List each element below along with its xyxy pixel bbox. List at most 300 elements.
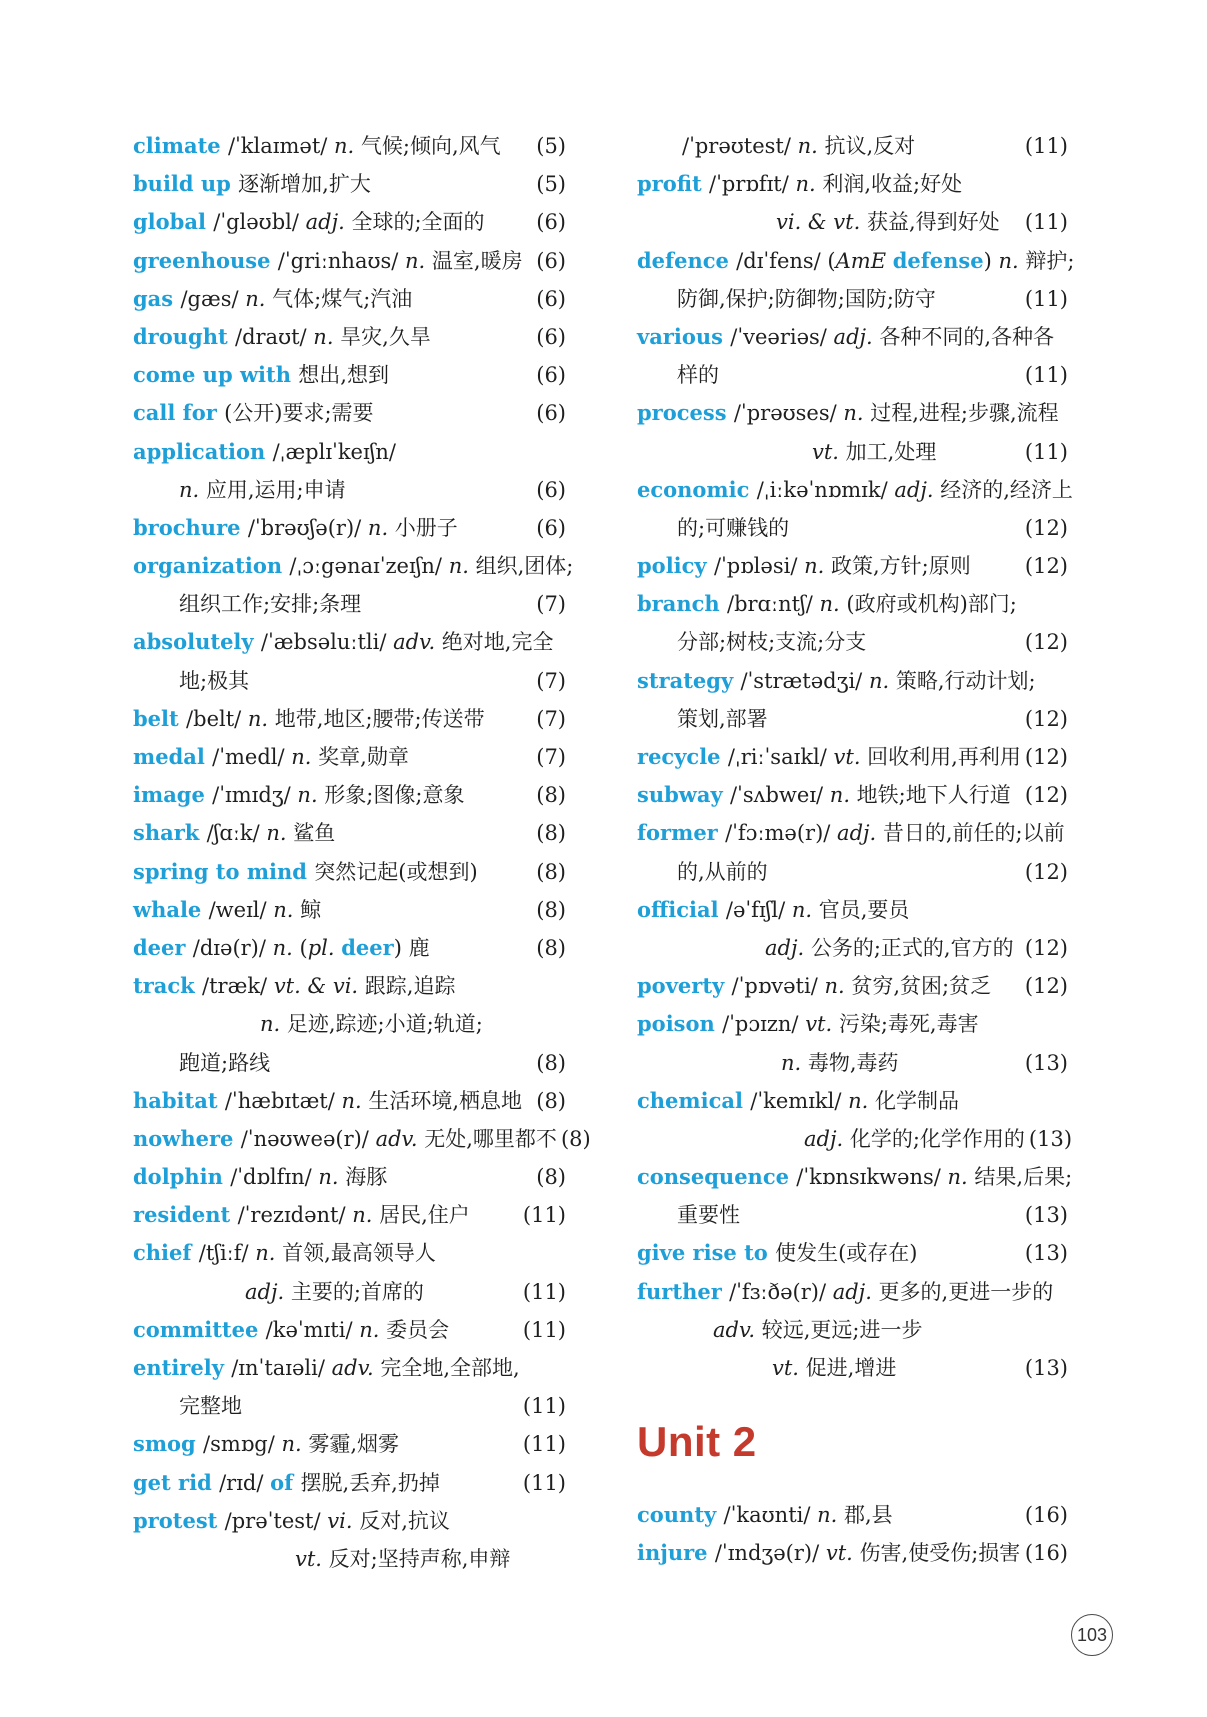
entry-plain-text: 各种不同的,各种各 xyxy=(872,324,1055,349)
entry-text xyxy=(133,814,335,852)
headword: give rise to xyxy=(637,1240,776,1266)
entry-text xyxy=(179,1044,270,1082)
vocab-line xyxy=(133,1196,566,1234)
pos-label: vt. xyxy=(772,1356,799,1380)
entry-plain-text: /draʊt/ xyxy=(235,324,314,349)
page-ref: (7) xyxy=(536,592,566,617)
entry-text xyxy=(260,1005,483,1043)
entry-text xyxy=(637,1496,893,1534)
pos-label: n. xyxy=(367,515,389,540)
entry-plain-text: /ˈpɒləsi/ xyxy=(713,554,805,579)
entry-text xyxy=(637,471,1073,509)
entry-text xyxy=(133,203,485,241)
pos-label: n. xyxy=(868,668,890,693)
vocab-line xyxy=(133,1005,566,1043)
entry-plain-text: 反对;坚持声称,申辩 xyxy=(321,1546,511,1571)
entry-text xyxy=(133,738,409,776)
vocab-line xyxy=(133,509,566,547)
entry-plain-text: 旱灾,久旱 xyxy=(333,324,431,349)
vocab-line xyxy=(133,1540,566,1578)
vocab-line xyxy=(133,1502,566,1540)
vocab-line xyxy=(637,662,1068,700)
entry-plain-text: 气候;倾向,风气 xyxy=(354,134,501,158)
entry-plain-text: /ˈfɔːmə(r)/ xyxy=(725,821,838,846)
vocab-line xyxy=(637,776,1068,814)
vocab-line xyxy=(133,1082,566,1120)
entry-plain-text: /weɪl/ xyxy=(208,897,274,922)
entry-plain-text: 鲸 xyxy=(293,897,322,922)
entry-plain-text: 重要性 xyxy=(677,1203,740,1228)
headword: get rid xyxy=(133,1469,220,1495)
page-ref: (11) xyxy=(1024,363,1068,388)
headword: various xyxy=(637,323,731,349)
entry-text xyxy=(637,547,971,585)
headword: defense xyxy=(892,247,984,273)
entry-plain-text: 地带,地区;腰带;传送带 xyxy=(268,706,485,731)
page-ref: (16) xyxy=(1024,1503,1068,1528)
page-ref: (8) xyxy=(560,1126,591,1151)
vocab-line xyxy=(637,891,1068,929)
pos-label: adv. xyxy=(375,1126,418,1151)
entry-text xyxy=(637,1005,979,1043)
vocab-line xyxy=(637,471,1073,509)
page-ref: (6) xyxy=(536,477,566,502)
entry-text xyxy=(637,662,1036,700)
page-ref: (6) xyxy=(536,210,566,235)
pos-label: adj. xyxy=(833,324,873,349)
headword: nowhere xyxy=(133,1125,241,1151)
entry-plain-text: 跟踪,追踪 xyxy=(358,974,456,999)
headword: belt xyxy=(133,705,187,731)
entry-plain-text: 无处,哪里都不 xyxy=(417,1126,557,1151)
entry-plain-text: /ˈprəʊtest/ xyxy=(682,134,798,158)
vocab-line xyxy=(637,1082,1068,1120)
entry-plain-text: 小册子 xyxy=(388,515,458,540)
entry-plain-text: 足迹,踪迹;小道;轨道; xyxy=(280,1012,483,1037)
pos-label: adj. xyxy=(245,1279,285,1304)
vocab-line xyxy=(133,1425,566,1463)
headword: former xyxy=(637,820,726,846)
headword: smog xyxy=(133,1431,204,1457)
entry-plain-text: 突然记起(或想到) xyxy=(314,859,478,884)
headword: poverty xyxy=(637,973,732,999)
page-ref: (7) xyxy=(536,706,566,731)
vocab-line xyxy=(133,433,566,471)
entry-plain-text: /dɪə(r)/ xyxy=(192,935,273,960)
entry-text xyxy=(133,280,412,318)
headword: medal xyxy=(133,744,213,769)
headword: image xyxy=(133,782,213,808)
page-ref: (6) xyxy=(536,286,566,311)
vocab-line xyxy=(637,1496,1068,1534)
entry-plain-text: /ɪnˈtaɪəli/ xyxy=(231,1356,332,1380)
page-ref: (12) xyxy=(1024,859,1068,884)
vocab-line xyxy=(637,127,1068,165)
vocab-line xyxy=(637,738,1068,776)
vocab-line xyxy=(637,700,1068,738)
entry-plain-text: /dɪˈfens/ ( xyxy=(736,248,836,273)
pos-label: n. xyxy=(266,821,287,846)
headword: chief xyxy=(133,1240,199,1266)
entry-text xyxy=(133,700,485,738)
entry-plain-text: /ˈprəʊses/ xyxy=(733,401,844,426)
entry-plain-text: 化学制品 xyxy=(868,1088,960,1113)
vocab-line xyxy=(133,1158,566,1196)
vocab-line xyxy=(133,471,566,509)
headword: shark xyxy=(133,820,207,846)
pos-label: n. xyxy=(448,554,469,579)
entry-plain-text: /ˈɪndʒə(r)/ xyxy=(714,1541,826,1566)
pos-label: n. xyxy=(843,401,864,426)
vocab-line xyxy=(637,394,1068,432)
page-ref: (8) xyxy=(536,821,566,846)
entry-plain-text: 应用,运用;申请 xyxy=(199,477,346,502)
entry-text xyxy=(133,1234,436,1272)
page-ref: (11) xyxy=(1024,210,1068,235)
page-ref: (11) xyxy=(1024,439,1068,464)
headword: chemical xyxy=(637,1087,751,1113)
entry-plain-text: 政策,方针;原则 xyxy=(824,554,971,579)
page-ref: (16) xyxy=(1024,1541,1068,1566)
entry-plain-text: 海豚 xyxy=(338,1165,388,1190)
entry-plain-text: /ˈkaʊnti/ xyxy=(723,1503,818,1528)
page-ref: (5) xyxy=(536,134,566,158)
entry-text xyxy=(765,929,1014,967)
pos-label: n. xyxy=(179,477,200,502)
vocab-line xyxy=(637,242,1075,280)
vocab-line xyxy=(133,1387,566,1425)
entry-text xyxy=(133,1311,449,1349)
entry-text xyxy=(133,1158,387,1196)
vocab-line xyxy=(133,623,566,661)
entry-plain-text: 反对,抗议 xyxy=(352,1508,450,1533)
headword: habitat xyxy=(133,1087,225,1113)
vocab-line xyxy=(637,1273,1068,1311)
page-ref: (7) xyxy=(536,745,566,769)
entry-text xyxy=(637,967,991,1005)
page-ref: (13) xyxy=(1024,1241,1068,1266)
entry-plain-text: /prəˈtest/ xyxy=(224,1508,328,1533)
page-ref: (13) xyxy=(1028,1126,1073,1151)
vocab-line xyxy=(637,1120,1073,1158)
entry-text xyxy=(637,1273,1053,1311)
entry-plain-text: ( xyxy=(292,935,308,960)
vocab-line xyxy=(133,394,566,432)
page-ref: (13) xyxy=(1024,1050,1068,1075)
page-ref: (8) xyxy=(536,783,566,808)
pos-label: adj. xyxy=(804,1126,844,1151)
pos-label: AmE xyxy=(835,248,893,273)
page-number-badge xyxy=(1071,1614,1113,1656)
entry-plain-text: /ˈveəriəs/ xyxy=(730,324,834,349)
entry-text xyxy=(677,623,866,661)
headword: poison xyxy=(637,1011,723,1037)
entry-text xyxy=(179,1387,242,1425)
entry-text xyxy=(781,1044,899,1082)
entry-plain-text: 组织工作;安排;条理 xyxy=(179,592,362,617)
entry-plain-text: /ˈrezɪdənt/ xyxy=(237,1203,353,1228)
headword: committee xyxy=(133,1316,266,1342)
headword: organization xyxy=(133,553,290,579)
headword: subway xyxy=(637,782,730,808)
pos-label: vi. xyxy=(327,1508,353,1533)
page-ref: (12) xyxy=(1024,630,1068,655)
headword: recycle xyxy=(637,744,728,769)
vocab-line xyxy=(637,1005,1068,1043)
headword: deer xyxy=(341,934,394,960)
entry-text xyxy=(133,509,458,547)
vocab-line xyxy=(133,700,566,738)
pos-label: n. xyxy=(291,745,312,769)
page-ref: (7) xyxy=(536,668,566,693)
headword: branch xyxy=(637,591,727,617)
headword: resident xyxy=(133,1202,238,1228)
vocab-line xyxy=(133,967,566,1005)
vocab-line xyxy=(133,776,566,814)
entry-text xyxy=(295,1540,510,1578)
pos-label: n. xyxy=(245,286,266,311)
pos-label: n. xyxy=(334,134,355,158)
vocab-line xyxy=(133,853,566,891)
page-ref: (11) xyxy=(1024,286,1068,311)
entry-plain-text: 的,从前的 xyxy=(677,859,768,884)
entry-text xyxy=(713,1311,922,1349)
pos-label: n. xyxy=(247,706,269,731)
vocab-line xyxy=(133,203,566,241)
pos-label: vt. xyxy=(833,745,861,769)
entry-plain-text: 鲨鱼 xyxy=(286,821,336,846)
entry-plain-text: 地;极其 xyxy=(179,668,250,693)
page-ref: (6) xyxy=(536,324,566,349)
entry-text xyxy=(677,509,789,547)
vocab-line xyxy=(133,738,566,776)
entry-text xyxy=(637,776,1011,814)
entry-plain-text: 毒物,毒药 xyxy=(801,1050,899,1075)
entry-text xyxy=(133,127,501,165)
vocab-line xyxy=(637,433,1068,471)
headword: defence xyxy=(637,247,737,273)
headword: track xyxy=(133,973,203,999)
pos-label: n. xyxy=(791,897,813,922)
vocab-line xyxy=(637,853,1068,891)
entry-plain-text: /ˈbrəʊʃə(r)/ xyxy=(247,515,368,540)
headword: policy xyxy=(637,553,714,579)
page-ref: (12) xyxy=(1024,706,1068,731)
entry-text xyxy=(133,776,464,814)
entry-text xyxy=(133,433,396,471)
entry-plain-text: 公务的;正式的,官方的 xyxy=(804,935,1014,960)
page-ref: (12) xyxy=(1024,783,1068,808)
entry-text xyxy=(637,891,909,929)
pos-label: adj. xyxy=(305,210,345,235)
entry-text xyxy=(776,203,1000,241)
headword: application xyxy=(133,438,273,464)
page-ref: (6) xyxy=(536,401,566,426)
pos-label: n. xyxy=(255,1241,276,1266)
entry-text xyxy=(133,547,573,585)
pos-label: adv. xyxy=(331,1356,374,1380)
entry-plain-text: 使发生(或存在) xyxy=(775,1241,918,1266)
entry-plain-text: /ˈkɒnsɪkwəns/ xyxy=(796,1165,948,1190)
pos-label: n. xyxy=(795,172,816,197)
vocab-line xyxy=(637,1349,1068,1387)
pos-label: adj. xyxy=(765,935,805,960)
entry-text xyxy=(772,1349,896,1387)
pos-label: pl. xyxy=(307,935,335,960)
headword: consequence xyxy=(637,1164,797,1190)
entry-text xyxy=(637,1234,917,1272)
page-ref: (8) xyxy=(536,1165,566,1190)
page-ref: (6) xyxy=(536,248,566,273)
headword: entirely xyxy=(133,1355,232,1380)
entry-plain-text: /ˈsʌbweɪ/ xyxy=(729,783,830,808)
pos-label: n. xyxy=(824,974,845,999)
entry-plain-text: /ˌæplɪˈkeɪʃn/ xyxy=(272,439,396,464)
headword: official xyxy=(637,896,726,922)
entry-plain-text: 污染;毒死,毒害 xyxy=(832,1012,979,1037)
page-ref: (8) xyxy=(536,859,566,884)
page-ref: (8) xyxy=(536,1050,566,1075)
pos-label: vt. xyxy=(295,1546,322,1571)
pos-label: n. xyxy=(273,897,294,922)
page-ref: (13) xyxy=(1024,1356,1068,1380)
entry-plain-text: 结果,后果; xyxy=(967,1165,1073,1190)
page-ref: (12) xyxy=(1024,974,1068,999)
vocab-line xyxy=(133,318,566,356)
entry-plain-text: /tʃiːf/ xyxy=(198,1241,256,1266)
vocab-line xyxy=(637,1311,1068,1349)
entry-plain-text: 化学的;化学作用的 xyxy=(843,1126,1025,1151)
entry-text xyxy=(677,1196,740,1234)
pos-label: n. xyxy=(998,248,1019,273)
entry-plain-text: 气体;煤气;汽油 xyxy=(265,286,413,311)
entry-text xyxy=(677,280,936,318)
headword: absolutely xyxy=(133,629,261,655)
pos-label: n. xyxy=(804,554,825,579)
page-ref: (11) xyxy=(522,1470,566,1495)
entry-plain-text: 昔日的,前任的;以前 xyxy=(876,821,1065,846)
vocab-line xyxy=(637,814,1068,852)
entry-text xyxy=(133,1120,557,1158)
entry-plain-text: 样的 xyxy=(677,363,719,388)
entry-text xyxy=(133,891,321,929)
entry-plain-text: /gæs/ xyxy=(180,286,246,311)
vocab-line xyxy=(133,165,566,203)
headword: protest xyxy=(133,1507,225,1533)
vocab-line xyxy=(133,814,566,852)
headword: deer xyxy=(133,934,193,960)
entry-plain-text: 郡,县 xyxy=(837,1503,893,1528)
entry-plain-text: /belt/ xyxy=(186,706,248,731)
page-ref: (8) xyxy=(536,1088,566,1113)
entry-text xyxy=(133,318,431,356)
vocab-line xyxy=(637,967,1068,1005)
pos-label: n. xyxy=(819,592,840,617)
entry-text xyxy=(637,814,1065,852)
page-ref: (11) xyxy=(522,1394,566,1419)
vocab-line xyxy=(637,585,1068,623)
entry-plain-text: /ˌɔːgənaɪˈzeɪʃn/ xyxy=(289,554,449,579)
entry-plain-text: /ˈɪmɪdʒ/ xyxy=(212,783,298,808)
headword: injure xyxy=(637,1540,715,1566)
vocab-line xyxy=(133,356,566,394)
pos-label: n. xyxy=(359,1317,380,1342)
entry-plain-text: /brɑːntʃ/ xyxy=(727,592,820,617)
entry-plain-text: /kəˈmɪti/ xyxy=(265,1317,360,1342)
headword: county xyxy=(637,1502,724,1528)
entry-text xyxy=(637,1534,1020,1572)
entry-plain-text: 过程,进程;步骤,流程 xyxy=(863,401,1059,426)
headword: strategy xyxy=(637,667,741,693)
entry-text xyxy=(133,1082,522,1120)
entry-text xyxy=(677,356,719,394)
entry-text xyxy=(133,356,389,394)
entry-plain-text: ) xyxy=(983,248,999,273)
headword: call for xyxy=(133,400,225,426)
pos-label: n. xyxy=(260,1012,281,1037)
page-ref: (8) xyxy=(536,935,566,960)
entry-plain-text: 较远,更远;进一步 xyxy=(755,1317,923,1342)
vocab-line xyxy=(637,929,1068,967)
entry-plain-text: /ˈkemɪkl/ xyxy=(750,1088,849,1113)
pos-label: n. xyxy=(297,783,318,808)
headword: dolphin xyxy=(133,1164,231,1190)
pos-label: vi. & vt. xyxy=(776,210,861,235)
vocab-line xyxy=(133,280,566,318)
entry-plain-text: 跑道;路线 xyxy=(179,1050,271,1075)
vocab-line xyxy=(133,242,566,280)
vocab-column-right xyxy=(637,127,1075,1573)
pos-label: n. xyxy=(781,1050,802,1075)
entry-text xyxy=(133,623,553,661)
vocab-line xyxy=(637,165,1068,203)
pos-label: n. xyxy=(313,324,334,349)
page-ref: (11) xyxy=(522,1317,566,1342)
entry-plain-text: /ˈhæbɪtæt/ xyxy=(224,1088,342,1113)
vocab-line xyxy=(637,356,1068,394)
page-ref: (11) xyxy=(1024,134,1068,158)
entry-plain-text: (政府或机构)部门; xyxy=(839,592,1017,617)
vocab-line xyxy=(133,1464,566,1502)
entry-text xyxy=(179,662,249,700)
entry-plain-text: ) 鹿 xyxy=(393,935,430,960)
entry-plain-text: /ˌriːˈsaɪkl/ xyxy=(727,745,834,769)
entry-text xyxy=(677,700,768,738)
entry-text xyxy=(637,242,1074,280)
page-ref: (6) xyxy=(536,363,566,388)
entry-text xyxy=(133,929,430,967)
page-ref: (8) xyxy=(536,897,566,922)
headword: spring to mind xyxy=(133,858,315,884)
entry-plain-text: 温室,暖房 xyxy=(425,248,523,273)
entry-plain-text: 更多的,更进一步的 xyxy=(871,1279,1054,1304)
entry-plain-text: 策划,部署 xyxy=(677,706,768,731)
page-ref: (13) xyxy=(1024,1203,1068,1228)
entry-text xyxy=(682,127,915,165)
entry-plain-text: 全球的;全面的 xyxy=(344,210,485,235)
entry-text xyxy=(812,433,936,471)
vocab-line xyxy=(637,1534,1068,1572)
page-ref: (5) xyxy=(536,172,566,197)
entry-plain-text: 加工,处理 xyxy=(838,439,937,464)
vocab-line xyxy=(133,1234,566,1272)
entry-plain-text: 摆脱,丢弃,扔掉 xyxy=(300,1470,440,1495)
page-ref: (12) xyxy=(1024,515,1068,540)
entry-text xyxy=(133,165,371,203)
vocab-line xyxy=(133,1273,566,1311)
pos-label: vt. & vi. xyxy=(273,974,359,999)
entry-plain-text: /ˈstrætədʒi/ xyxy=(740,668,869,693)
